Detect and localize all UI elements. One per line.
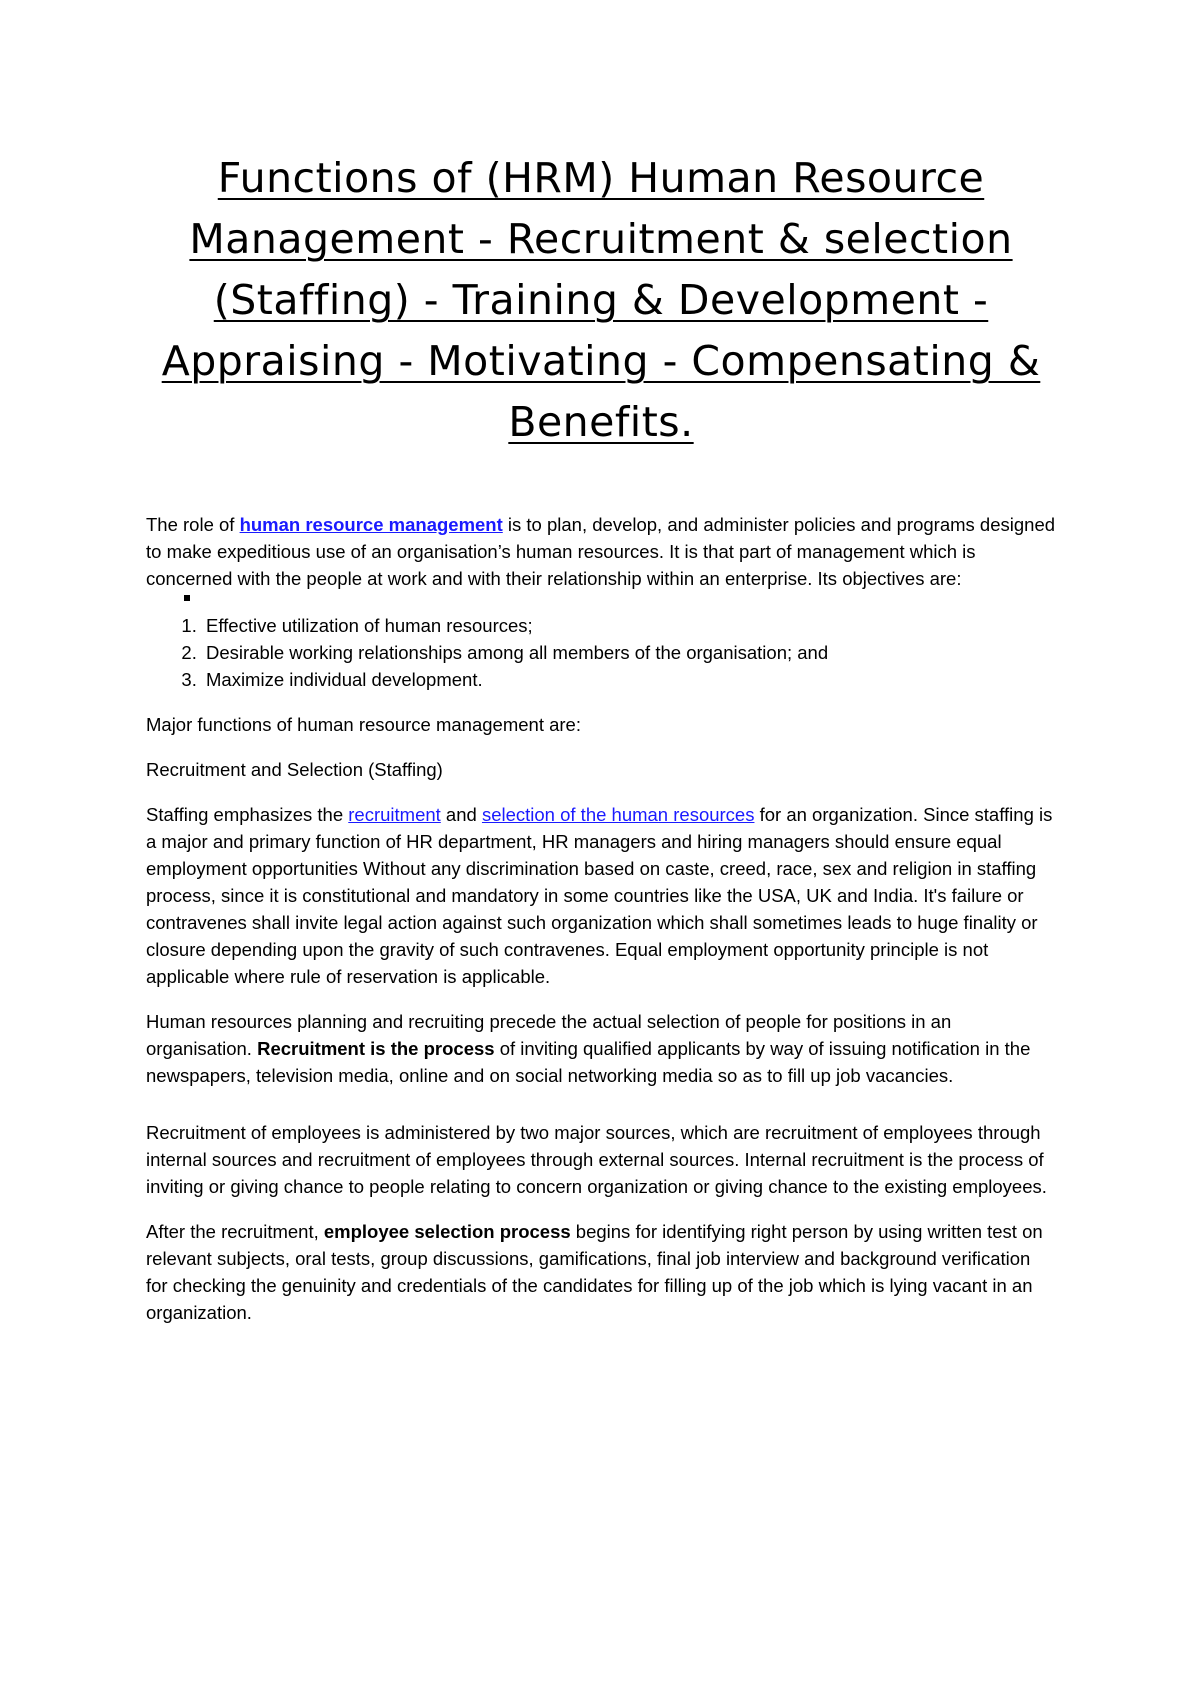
selection-text-1: After the recruitment, — [146, 1221, 324, 1242]
staffing-text-1: Staffing emphasizes the — [146, 804, 349, 825]
selection-bold-text: employee selection process — [323, 1221, 571, 1242]
planning-text-2: of inviting qualified applicants by way of issuing notification in the newspapers, television media, online and on social networking media so as to fill up job vacancies. — [146, 1038, 1031, 1086]
staffing-paragraph — [146, 801, 1056, 990]
selection-text-2: begins for identifying right person by using written test on relevant subjects, oral tests, group discussions, gamifications, final job interview and background verification for checking the genuinity and credentials of the candidates for filling up of the job which is lying vacant in an organization. — [146, 1221, 1043, 1323]
selection-paragraph — [146, 1218, 1056, 1326]
staffing-text-2: and — [440, 804, 482, 825]
list-item: 3. Maximize individual development. — [202, 666, 1056, 693]
document-title: Functions of (HRM) Human Resource Management - Recruitment & selection (Staffing) - Training & Development - Appraising - Motivating - Compensating & Benefits. — [161, 154, 1041, 446]
intro-text-after: is to plan, develop, and administer policies and programs designed to make expeditious use of an organisation’s human resources. It is that part of management which is concerned with the people at work and with their relationship within an enterprise. Its objectives are: — [146, 514, 1056, 589]
recruitment-link[interactable]: recruitment — [348, 804, 441, 825]
staffing-text-3: for an organization. Since staffing is a major and primary function of HR department, HR managers and hiring managers should ensure equal employment opportunities Without any discrimination based on caste, creed, race, sex and religion in staffing process, since it is constitutional and mandatory in some countries like the USA, UK and India. It's failure or contravenes shall invite legal action against such organization which shall sometimes leads to huge finality or closure depending upon the gravity of such contravenes. Equal employment opportunity principle is not applicable where rule of reservation is applicable. — [146, 804, 1053, 987]
planning-text-1: Human resources planning and recruiting precede the actual selection of people for positions in an organisation. — [146, 1011, 952, 1059]
intro-text-before: The role of — [146, 514, 240, 535]
objectives-list — [146, 612, 1056, 693]
planning-bold-text: Recruitment is the process — [257, 1038, 495, 1059]
major-functions-intro: Major functions of human resource management are: — [146, 714, 581, 735]
empty-bullet — [146, 592, 1056, 612]
planning-paragraph — [146, 1008, 1056, 1089]
section-heading-staffing: Recruitment and Selection (Staffing) — [146, 759, 443, 780]
intro-paragraph — [146, 511, 1056, 592]
sources-paragraph: Recruitment of employees is administered by two major sources, which are recruitment of employees through internal sources and recruitment of employees through external sources. Internal recruitment is the process of inviting or giving chance to people relating to concern organization or giving chance to the existing employees. — [146, 1122, 1047, 1197]
list-item: 1. Effective utilization of human resources; — [202, 612, 1056, 639]
hrm-link[interactable]: human resource management — [239, 514, 503, 535]
selection-link[interactable]: selection of the human resources — [481, 804, 755, 825]
square-bullet-icon — [184, 595, 190, 601]
document-body — [146, 511, 1056, 1326]
list-item: 2. Desirable working relationships among all members of the organisation; and — [202, 639, 1056, 666]
